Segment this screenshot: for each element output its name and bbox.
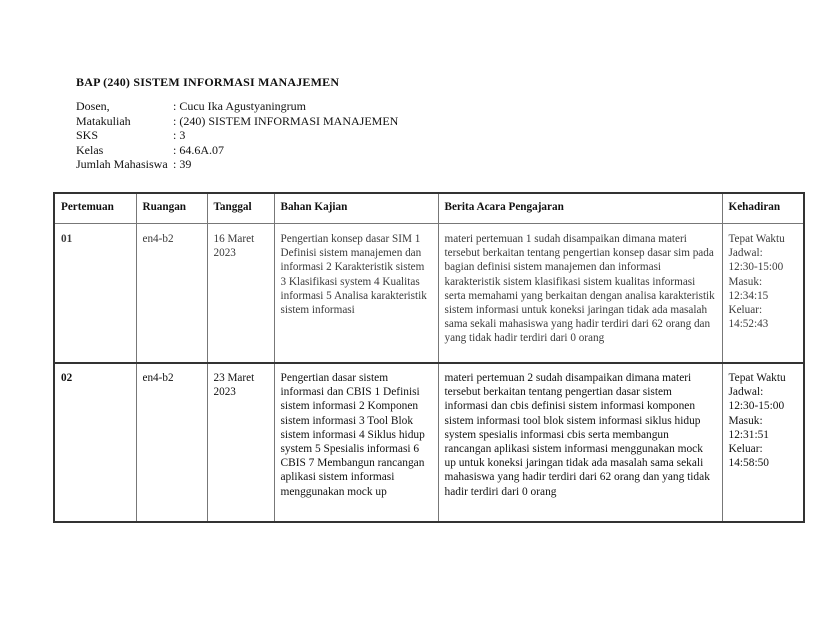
document-title: BAP (240) SISTEM INFORMASI MANAJEMEN — [76, 75, 340, 89]
cell-meeting: 02 — [54, 363, 136, 522]
cell-meeting: 01 — [54, 224, 136, 364]
attendance-schedule-value: 12:30-15:00 — [728, 400, 785, 413]
table-header-row — [54, 193, 804, 224]
header-ruangan: Ruangan — [136, 193, 207, 224]
attendance-in-label: Masuk: — [728, 275, 763, 288]
attendance-schedule-value: 12:30-15:00 — [728, 261, 784, 274]
cell-content: Pengertian konsep dasar SIM 1 Definisi sistem manajemen dan informasi 2 Karakteristik sistem 3 Klasifikasi system 4 Kualitas informasi 5 Analisa karakteristik sistem informasi — [274, 224, 438, 364]
header-tanggal: Tanggal — [207, 193, 274, 224]
attendance-status: Tepat Waktu — [728, 372, 786, 384]
info-label: Jumlah Mahasiswa — [76, 157, 168, 172]
attendance-in-value: 12:34:15 — [728, 289, 769, 302]
table-row — [54, 363, 804, 522]
attendance-out-value: 14:52:43 — [728, 318, 769, 331]
info-row-jumlah-mahasiswa — [76, 157, 398, 172]
cell-room: en4-b2 — [136, 363, 207, 522]
info-value: : 3 — [173, 128, 186, 143]
teaching-report-table — [53, 192, 805, 523]
cell-attendance — [722, 363, 804, 522]
header-pertemuan: Pertemuan — [54, 193, 136, 224]
header-kehadiran: Kehadiran — [722, 193, 804, 224]
info-row-dosen — [76, 99, 398, 114]
attendance-status: Tepat Waktu — [728, 233, 785, 245]
info-label: Dosen, — [76, 99, 110, 113]
info-row-kelas — [76, 143, 398, 158]
attendance-schedule-label: Jadwal: — [728, 247, 763, 260]
cell-room: en4-b2 — [136, 224, 207, 364]
cell-date: 23 Maret 2023 — [207, 363, 274, 522]
attendance-table-container — [53, 192, 805, 523]
cell-content: Pengertian dasar sistem informasi dan CBIS 1 Definisi sistem informasi 2 Komponen sistem informasi 3 Tool Blok sistem informasi 4 Siklus hidup system 5 Spesialis informasi 6 CBIS 7 Membangun rancangan aplikasi sistem informasi menggunakan mock up — [274, 363, 438, 522]
cell-report: materi pertemuan 1 sudah disampaikan dimana materi tersebut berkaitan tentang pengertian konsep dasar sim pada bagian definisi sistem manajemen dan informasi karakteristik sistem klasifikasi sistem kualitas informasi serta memahami yang berkaitan dengan analisa karakteristik sistem informasi untuk koneksi jaringan tidak ada masalah sama sekali mahasiswa yang hadir terdiri dari 62 orang dan yang tidak hadir terdiri dari 0 orang — [438, 224, 722, 364]
info-value: : 39 — [173, 157, 192, 172]
header-berita-acara: Berita Acara Pengajaran — [438, 193, 722, 224]
info-row-matakuliah — [76, 114, 398, 129]
info-value: : Cucu Ika Agustyaningrum — [173, 99, 306, 113]
cell-attendance — [722, 224, 804, 364]
info-row-sks — [76, 128, 398, 143]
info-label: Matakuliah — [76, 113, 131, 128]
info-value: : 64.6A.07 — [173, 142, 224, 157]
info-label: Kelas — [76, 142, 104, 157]
course-info — [76, 99, 398, 172]
attendance-in-value: 12:31:51 — [728, 428, 770, 441]
header-bahan-kajian: Bahan Kajian — [274, 193, 438, 224]
cell-date: 16 Maret 2023 — [207, 224, 274, 364]
info-label: SKS — [76, 128, 99, 143]
info-value: : (240) SISTEM INFORMASI MANAJEMEN — [173, 113, 399, 128]
attendance-out-value: 14:58:50 — [728, 457, 770, 470]
cell-report: materi pertemuan 2 sudah disampaikan dimana materi tersebut berkaitan tentang pengertian dasar sistem informasi dan cbis definisi sistem informasi komponen sistem informasi tool blok sistem informasi siklus hidup system spesialis informasi cbis serta membangun rancangan aplikasi sistem informasi menggunakan mock up untuk koneksi jaringan tidak ada masalah sama sekali mahasiswa yang hadir terdiri dari 62 orang dan yang tidak hadir terdiri dari 0 orang — [438, 363, 722, 522]
attendance-in-label: Masuk: — [728, 414, 763, 427]
table-row — [54, 224, 804, 364]
attendance-out-label: Keluar: — [728, 443, 763, 456]
attendance-out-label: Keluar: — [728, 304, 763, 317]
attendance-schedule-label: Jadwal: — [728, 386, 764, 399]
